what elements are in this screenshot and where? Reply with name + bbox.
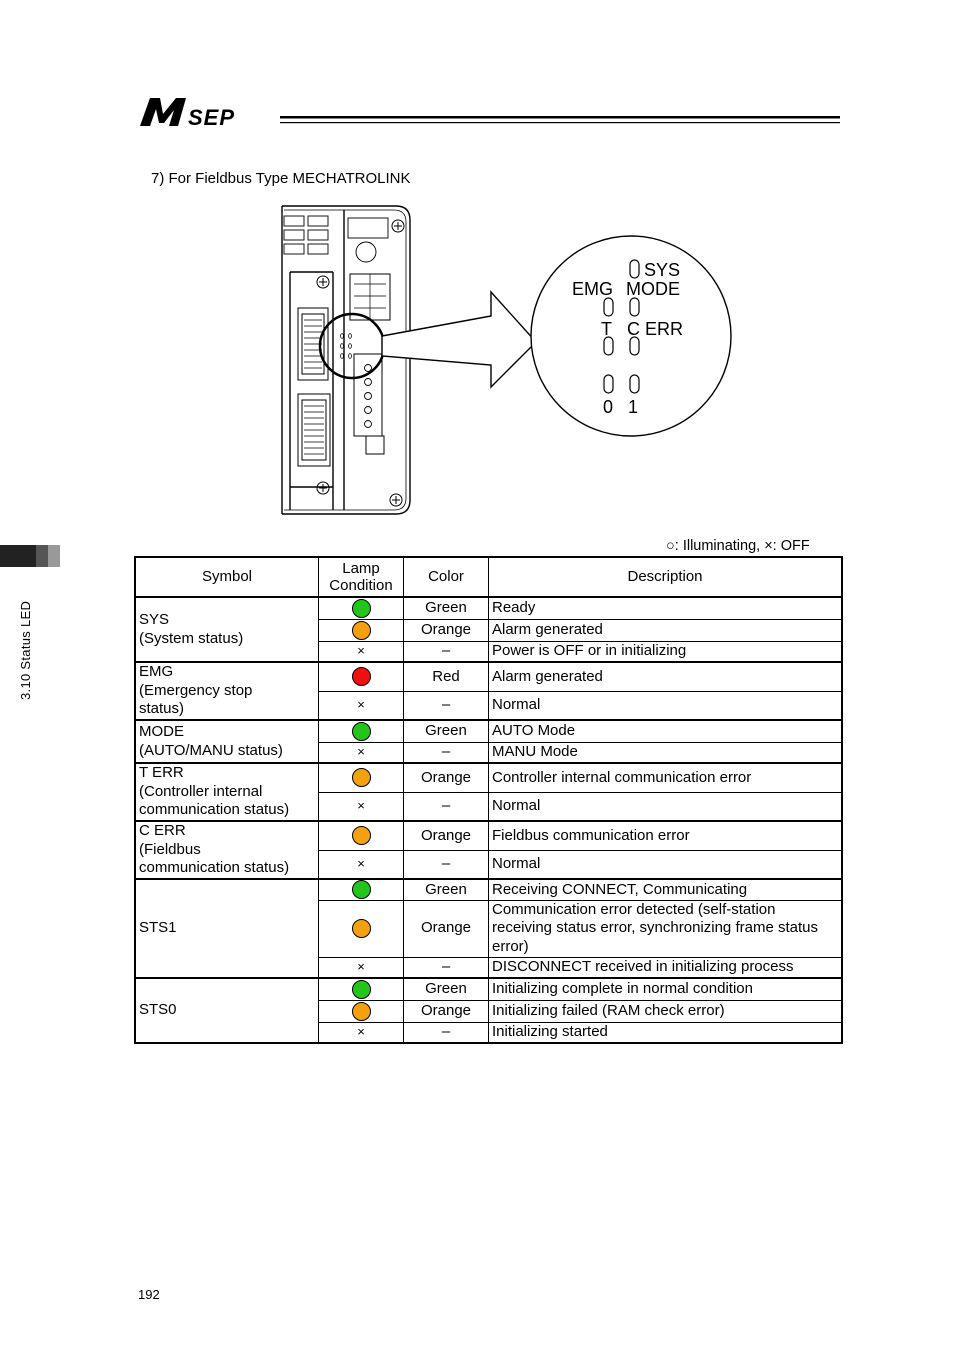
cell-color: Red — [404, 662, 489, 691]
cell-color: Orange — [404, 821, 489, 850]
led-label-sys: SYS — [644, 260, 681, 280]
cell-lamp — [319, 821, 404, 850]
cell-symbol: MODE (AUTO/MANU status) — [135, 720, 319, 763]
lamp-off-mark: × — [357, 856, 365, 871]
terminal-icons — [284, 216, 388, 262]
cell-color: Green — [404, 720, 489, 742]
table-row — [135, 879, 842, 900]
msep-logo-graphic — [138, 92, 274, 132]
header-lamp-condition — [319, 557, 404, 597]
cell-color: Orange — [404, 619, 489, 641]
controller-diagram — [270, 200, 740, 525]
header-lamp-line2: Condition — [329, 577, 393, 594]
green-lamp-icon — [352, 599, 371, 618]
cell-lamp — [319, 597, 404, 619]
controller-led-dots — [341, 334, 352, 359]
cell-color: – — [404, 850, 489, 879]
cell-color: Orange — [404, 763, 489, 792]
cell-color: – — [404, 792, 489, 821]
cell-color: Orange — [404, 1000, 489, 1022]
orange-lamp-icon — [352, 768, 371, 787]
cell-color: Green — [404, 978, 489, 1000]
cell-description: Initializing started — [489, 1022, 843, 1043]
cell-symbol: T ERR (Controller internal communication status) — [135, 763, 319, 821]
cell-description: Initializing failed (RAM check error) — [489, 1000, 843, 1022]
table-row — [135, 597, 842, 619]
cell-lamp — [319, 957, 404, 978]
cell-description: Communication error detected (self-station receiving status error, synchronizing frame status error) — [489, 900, 843, 957]
cell-lamp — [319, 879, 404, 900]
lamp-off-mark: × — [357, 744, 365, 759]
cell-color: – — [404, 1022, 489, 1043]
connector-pins — [304, 274, 386, 454]
header-description: Description — [489, 557, 843, 597]
lamp-off-mark: × — [357, 959, 365, 974]
cell-description: Receiving CONNECT, Communicating — [489, 879, 843, 900]
cell-color: – — [404, 641, 489, 662]
cell-color: Orange — [404, 900, 489, 957]
cell-color: Green — [404, 597, 489, 619]
cell-lamp — [319, 691, 404, 720]
orange-lamp-icon — [352, 919, 371, 938]
table-header-row — [135, 557, 842, 597]
cell-lamp — [319, 742, 404, 763]
cell-lamp — [319, 641, 404, 662]
cell-description: Normal — [489, 792, 843, 821]
table-row — [135, 821, 842, 850]
led-highlight-circle — [320, 314, 384, 378]
cell-lamp — [319, 720, 404, 742]
table-row — [135, 763, 842, 792]
led-status-table — [134, 556, 843, 1044]
cell-symbol: C ERR (Fieldbus communication status) — [135, 821, 319, 879]
led-label-emg: EMG — [572, 279, 614, 299]
cell-description: Fieldbus communication error — [489, 821, 843, 850]
cell-description: MANU Mode — [489, 742, 843, 763]
cell-description: AUTO Mode — [489, 720, 843, 742]
orange-lamp-icon — [352, 826, 371, 845]
lamp-off-mark: × — [357, 643, 365, 658]
header-symbol: Symbol — [135, 557, 319, 597]
header-rule — [280, 114, 840, 126]
lamp-off-mark: × — [357, 798, 365, 813]
cell-lamp — [319, 978, 404, 1000]
side-tab-marker — [0, 545, 60, 567]
table-row — [135, 978, 842, 1000]
cell-symbol: SYS (System status) — [135, 597, 319, 662]
table-row — [135, 720, 842, 742]
cell-symbol: EMG (Emergency stop status) — [135, 662, 319, 720]
cell-lamp — [319, 850, 404, 879]
green-lamp-icon — [352, 980, 371, 999]
red-lamp-icon — [352, 667, 371, 686]
msep-logo — [138, 92, 274, 132]
cell-description: DISCONNECT received in initializing process — [489, 957, 843, 978]
green-lamp-icon — [352, 880, 371, 899]
cell-lamp — [319, 662, 404, 691]
cell-description: Normal — [489, 691, 843, 720]
led-label-1: 1 — [628, 397, 639, 417]
header-color: Color — [404, 557, 489, 597]
cell-color: – — [404, 957, 489, 978]
cell-lamp — [319, 900, 404, 957]
svg-text:SEP: SEP — [188, 105, 236, 130]
cell-description: Controller internal communication error — [489, 763, 843, 792]
cell-lamp — [319, 1022, 404, 1043]
orange-lamp-icon — [352, 1002, 371, 1021]
lamp-off-mark: × — [357, 1024, 365, 1039]
cell-description: Alarm generated — [489, 619, 843, 641]
cell-description: Initializing complete in normal condition — [489, 978, 843, 1000]
cell-lamp — [319, 792, 404, 821]
controller-outline — [282, 206, 410, 514]
cell-description: Power is OFF or in initializing — [489, 641, 843, 662]
led-label-mode: MODE — [626, 279, 680, 299]
cell-symbol: STS0 — [135, 978, 319, 1043]
cell-lamp — [319, 619, 404, 641]
cell-description: Alarm generated — [489, 662, 843, 691]
page-number: 192 — [138, 1287, 160, 1302]
table-row — [135, 662, 842, 691]
led-label-c-err: C ERR — [627, 319, 684, 339]
orange-lamp-icon — [352, 621, 371, 640]
cell-lamp — [319, 1000, 404, 1022]
section-title: 7) For Fieldbus Type MECHATROLINK — [151, 170, 411, 187]
led-label-0: 0 — [603, 397, 614, 417]
green-lamp-icon — [352, 722, 371, 741]
cell-color: – — [404, 691, 489, 720]
table-body — [135, 597, 842, 1043]
cell-description: Ready — [489, 597, 843, 619]
cell-color: Green — [404, 879, 489, 900]
cell-lamp — [319, 763, 404, 792]
legend: ○: Illuminating, ×: OFF — [666, 538, 810, 554]
header-lamp-line1: Lamp — [342, 560, 380, 577]
led-label-t: T — [601, 319, 612, 339]
cell-color: – — [404, 742, 489, 763]
cell-description: Normal — [489, 850, 843, 879]
lamp-off-mark: × — [357, 697, 365, 712]
zoom-arrow — [382, 292, 536, 387]
side-section-label: 3.10 Status LED — [18, 600, 33, 700]
cell-symbol: STS1 — [135, 879, 319, 978]
